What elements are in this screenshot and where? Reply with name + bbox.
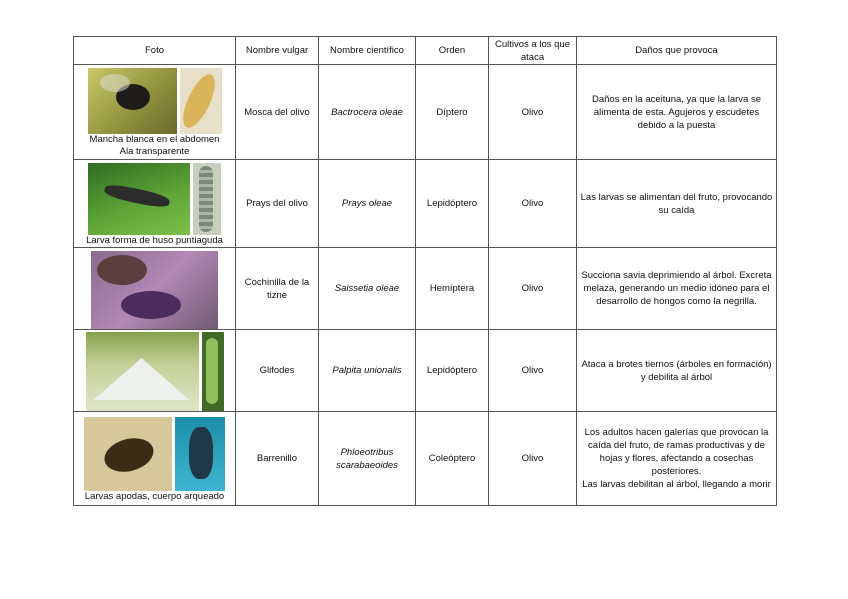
header-scientific-name: Nombre científico bbox=[319, 37, 416, 65]
table-row bbox=[74, 248, 777, 330]
common-name: Barrenillo bbox=[236, 412, 319, 506]
prays-moth-photo bbox=[88, 163, 190, 235]
header-foto: Foto bbox=[74, 37, 236, 65]
order: Díptero bbox=[416, 65, 489, 160]
order: Coleóptero bbox=[416, 412, 489, 506]
common-name: Glifodes bbox=[236, 330, 319, 412]
common-name: Cochinilla de la tizne bbox=[236, 248, 319, 330]
crop: Olivo bbox=[489, 412, 577, 506]
crop: Olivo bbox=[489, 160, 577, 248]
damage: Daños en la aceituna, ya que la larva se alimenta de esta. Agujeros y escudetes debido a la puesta bbox=[577, 65, 777, 160]
scientific-name: Palpita unionalis bbox=[319, 330, 416, 412]
table-row bbox=[74, 160, 777, 248]
scientific-name: Prays oleae bbox=[319, 160, 416, 248]
barrenillo-larvae-photo bbox=[175, 417, 225, 491]
photo-cell bbox=[74, 248, 236, 330]
order: Hemíptera bbox=[416, 248, 489, 330]
prays-larva-photo bbox=[193, 163, 221, 235]
header-common-name: Nombre vulgar bbox=[236, 37, 319, 65]
photo-caption: Mancha blanca en el abdomen bbox=[89, 134, 220, 145]
glifodes-moth-photo bbox=[86, 332, 199, 411]
order: Lepidóptero bbox=[416, 160, 489, 248]
pest-table bbox=[73, 36, 777, 506]
crop: Olivo bbox=[489, 248, 577, 330]
photo-cell bbox=[74, 65, 236, 160]
photo-caption: Larvas apodas, cuerpo arqueado bbox=[84, 490, 225, 502]
photo-caption: Ala transparente bbox=[119, 146, 190, 157]
photo-cell bbox=[74, 160, 236, 248]
table-row bbox=[74, 65, 777, 160]
header-damage: Daños que provoca bbox=[577, 37, 777, 65]
photo-caption: Larva forma de huso puntiaguda bbox=[86, 234, 223, 246]
photo-cell bbox=[74, 330, 236, 412]
table-row bbox=[74, 412, 777, 506]
scientific-name: Phloeotribus scarabaeoides bbox=[319, 412, 416, 506]
header-order: Orden bbox=[416, 37, 489, 65]
scientific-name: Saissetia oleae bbox=[319, 248, 416, 330]
header-crops: Cultivos a los que ataca bbox=[489, 37, 577, 65]
common-name: Prays del olivo bbox=[236, 160, 319, 248]
table-row bbox=[74, 330, 777, 412]
common-name: Mosca del olivo bbox=[236, 65, 319, 160]
header-row bbox=[74, 37, 777, 65]
damage: Los adultos hacen galerías que provocan la caída del fruto, de ramas productivas y de hojas y flores, afectando a cosechas posteriores. Las larvas debilitan al árbol, llegando a morir bbox=[577, 412, 777, 506]
damage: Succiona savia deprimiendo al árbol. Excreta melaza, generando un medio idóneo para el desarrollo de hongos como la negrilla. bbox=[577, 248, 777, 330]
black-scale-photo bbox=[91, 251, 218, 329]
olive-fly-larva-photo bbox=[180, 68, 222, 134]
olive-fly-photo bbox=[88, 68, 177, 134]
glifodes-larva-photo bbox=[202, 332, 224, 411]
barrenillo-beetle-photo bbox=[84, 417, 172, 491]
order: Lepidóptero bbox=[416, 330, 489, 412]
damage: Las larvas se alimentan del fruto, provocando su caída bbox=[577, 160, 777, 248]
damage: Ataca a brotes tiernos (árboles en formación) y debilita al árbol bbox=[577, 330, 777, 412]
photo-cell bbox=[74, 412, 236, 506]
crop: Olivo bbox=[489, 65, 577, 160]
scientific-name: Bactrocera oleae bbox=[319, 65, 416, 160]
crop: Olivo bbox=[489, 330, 577, 412]
